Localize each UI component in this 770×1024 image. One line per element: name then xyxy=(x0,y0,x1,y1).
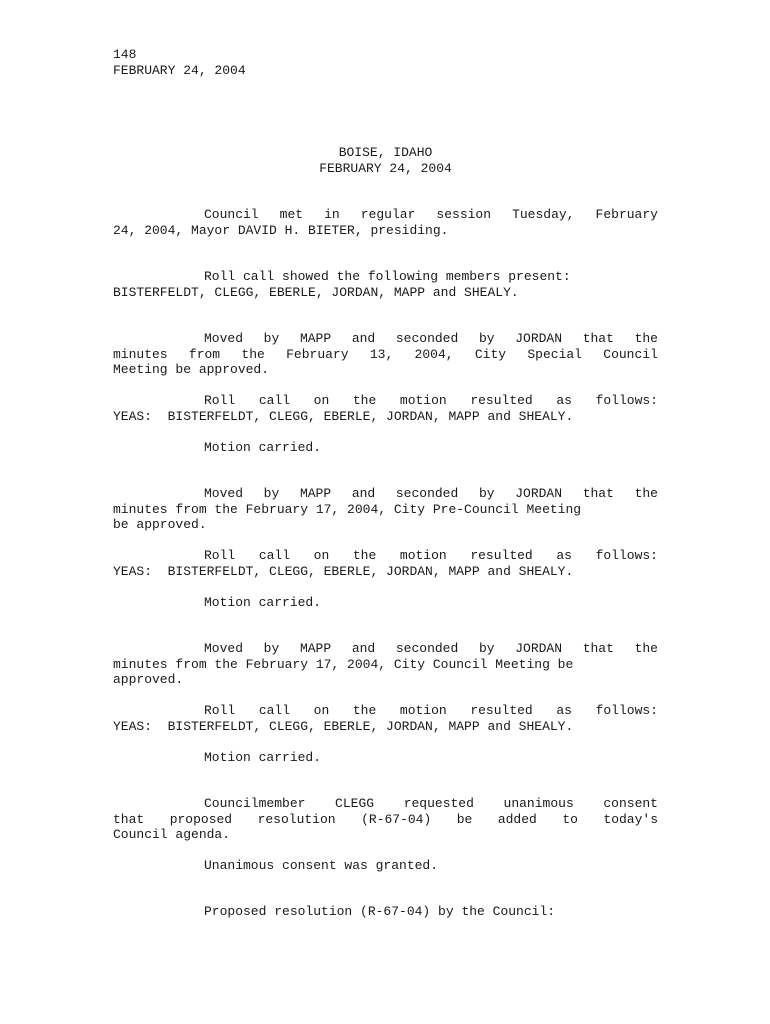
word: the xyxy=(634,486,658,501)
word: Moved xyxy=(204,486,244,501)
word: by xyxy=(478,486,495,501)
word: as xyxy=(556,703,572,718)
word: MAPP xyxy=(299,331,332,346)
word: JORDAN xyxy=(515,641,563,656)
word: the xyxy=(352,548,377,563)
word: met xyxy=(279,207,304,222)
word: resulted xyxy=(470,393,533,408)
word: City xyxy=(474,347,507,362)
page-number: 148 xyxy=(113,47,137,62)
word: and xyxy=(351,486,376,501)
paragraph-line xyxy=(204,486,658,502)
paragraph-line: 24, 2004, Mayor DAVID H. BIETER, presiding. xyxy=(113,223,449,238)
word: Tuesday, xyxy=(512,207,575,222)
paragraph-line xyxy=(204,393,658,409)
word: Roll xyxy=(204,548,236,563)
motion-carried: Motion carried. xyxy=(204,595,322,610)
word: resulted xyxy=(470,703,533,718)
word: Moved xyxy=(204,641,244,656)
paragraph-line: YEAS: BISTERFELDT, CLEGG, EBERLE, JORDAN, MAPP and SHEALY. xyxy=(113,409,574,424)
word: on xyxy=(313,393,330,408)
paragraph-line xyxy=(113,812,658,828)
paragraph-line xyxy=(204,207,658,223)
word: from xyxy=(188,347,221,362)
word: the xyxy=(352,703,377,718)
word: that xyxy=(582,486,614,501)
paragraph-line xyxy=(204,331,658,347)
word: Moved xyxy=(204,331,244,346)
paragraph-line: YEAS: BISTERFELDT, CLEGG, EBERLE, JORDAN, MAPP and SHEALY. xyxy=(113,719,574,734)
word: the xyxy=(241,347,265,362)
paragraph-line: Council agenda. xyxy=(113,827,231,842)
word: by xyxy=(263,331,280,346)
word: call xyxy=(258,548,291,563)
consent-granted: Unanimous consent was granted. xyxy=(204,858,439,873)
word: follows: xyxy=(595,548,658,563)
word: motion xyxy=(399,548,447,563)
word: Council xyxy=(603,347,658,362)
word: in xyxy=(324,207,340,222)
word: on xyxy=(313,703,330,718)
word: consent xyxy=(603,796,658,811)
word: minutes xyxy=(113,347,168,362)
word: 13, xyxy=(369,347,394,362)
paragraph-line xyxy=(204,703,658,719)
word: today's xyxy=(603,812,658,827)
word: seconded xyxy=(395,641,459,656)
word: the xyxy=(634,641,658,656)
word: call xyxy=(258,703,291,718)
paragraph-line: minutes from the February 17, 2004, City Council Meeting be xyxy=(113,657,574,672)
word: follows: xyxy=(595,393,658,408)
word: motion xyxy=(399,393,447,408)
word: unanimous xyxy=(503,796,574,811)
paragraph-line xyxy=(113,347,658,363)
paragraph-line: Roll call showed the following members present: xyxy=(204,269,571,284)
title-date: FEBRUARY 24, 2004 xyxy=(319,161,452,176)
word: call xyxy=(258,393,291,408)
word: February xyxy=(595,207,658,222)
word: by xyxy=(263,641,280,656)
word: by xyxy=(478,331,495,346)
word: JORDAN xyxy=(515,486,563,501)
word: that xyxy=(582,331,614,346)
paragraph-line xyxy=(204,548,658,564)
word: session xyxy=(436,207,492,222)
word: added xyxy=(497,812,537,827)
word: and xyxy=(351,641,376,656)
word: by xyxy=(478,641,495,656)
word: 2004, xyxy=(414,347,454,362)
word: seconded xyxy=(395,331,459,346)
word: MAPP xyxy=(299,486,332,501)
word: JORDAN xyxy=(515,331,563,346)
header-date: FEBRUARY 24, 2004 xyxy=(113,63,246,78)
word: as xyxy=(556,393,572,408)
paragraph-line: Proposed resolution (R-67-04) by the Council: xyxy=(204,904,556,919)
word: Roll xyxy=(204,393,236,408)
paragraph-line: YEAS: BISTERFELDT, CLEGG, EBERLE, JORDAN, MAPP and SHEALY. xyxy=(113,564,574,579)
word: as xyxy=(556,548,572,563)
word: that xyxy=(582,641,614,656)
word: MAPP xyxy=(299,641,332,656)
paragraph-line: BISTERFELDT, CLEGG, EBERLE, JORDAN, MAPP and SHEALY. xyxy=(113,285,519,300)
word: requested xyxy=(403,796,474,811)
paragraph-line: approved. xyxy=(113,672,184,687)
word: motion xyxy=(399,703,447,718)
word: proposed xyxy=(169,812,233,827)
word: (R-67-04) xyxy=(361,812,432,827)
word: and xyxy=(351,331,376,346)
word: the xyxy=(634,331,658,346)
title-city: BOISE, IDAHO xyxy=(338,145,433,160)
word: February xyxy=(286,347,349,362)
word: resolution xyxy=(257,812,336,827)
word: to xyxy=(562,812,578,827)
word: resulted xyxy=(470,548,533,563)
word: regular xyxy=(360,207,416,222)
motion-carried: Motion carried. xyxy=(204,750,322,765)
word: Special xyxy=(527,347,582,362)
word: CLEGG xyxy=(335,796,375,811)
word: on xyxy=(313,548,330,563)
word: Roll xyxy=(204,703,236,718)
word: by xyxy=(263,486,280,501)
word: be xyxy=(456,812,473,827)
word: the xyxy=(352,393,377,408)
paragraph-line xyxy=(204,641,658,657)
word: that xyxy=(113,812,145,827)
paragraph-line: minutes from the February 17, 2004, City Pre-Council Meeting xyxy=(113,502,582,517)
word: follows: xyxy=(595,703,658,718)
motion-carried: Motion carried. xyxy=(204,440,322,455)
word: Council xyxy=(204,207,259,222)
paragraph-line xyxy=(204,796,658,812)
paragraph-line: be approved. xyxy=(113,517,207,532)
paragraph-line: Meeting be approved. xyxy=(113,362,270,377)
word: seconded xyxy=(395,486,459,501)
word: Councilmember xyxy=(204,796,306,811)
